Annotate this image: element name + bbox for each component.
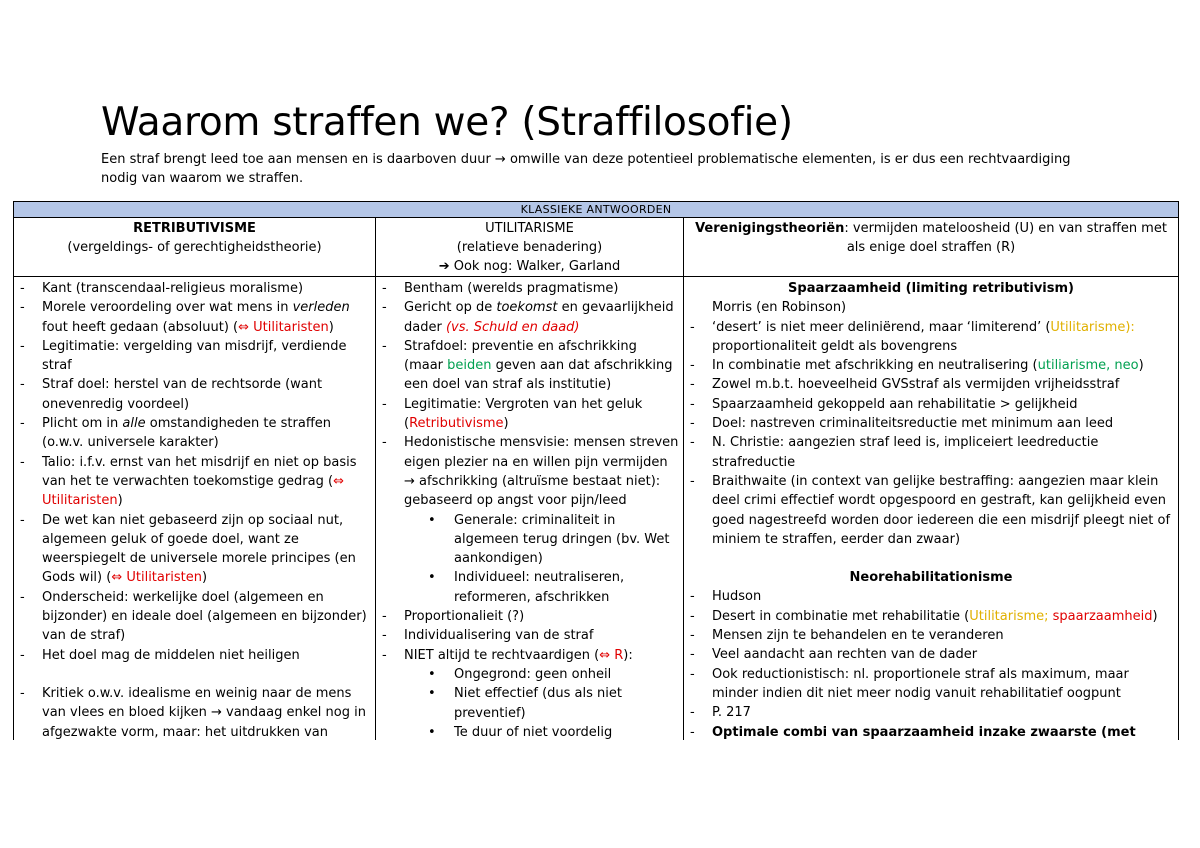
list-item: - Strafdoel: preventie en afschrikking (maar beiden geven aan dat afschrikking een doel van straf als institutie)	[382, 338, 673, 393]
list-item: - Zowel m.b.t. hoeveelheid GVSstraf als vermijden vrijheidsstraf	[690, 377, 1120, 393]
list-item: - Proportionalieit (?)	[382, 609, 525, 625]
list-item: - Optimale combi van spaarzaamheid inzake zwaarste (met	[690, 724, 1136, 740]
sub-list-item: • Ongegrond: geen onheil	[428, 666, 612, 682]
list-item: - De wet kan niet gebaseerd zijn op sociaal nut, algemeen geluk of goede doel, want ze weerspiegelt de universele morele principes (en Gods wil) (⇔ Utilitaristen)	[20, 512, 356, 586]
list-item: - Het doel mag de middelen niet heiligen	[20, 647, 300, 663]
list-item: - Kant (transcendaal-religieus moralisme)	[20, 281, 304, 296]
col3-body	[684, 277, 1179, 740]
section-heading-spaarzaamheid: Spaarzaamheid (limiting retributivism)	[788, 281, 1074, 296]
col2-body	[376, 277, 684, 740]
list-item: - Straf doel: herstel van de rechtsorde (want onevenredig voordeel)	[20, 377, 323, 412]
section-heading-neorehabilitationisme: Neorehabilitationisme	[849, 570, 1013, 586]
col2-also: ➔ Ook nog: Walker, Garland	[438, 259, 621, 274]
col1-subtitle: (vergeldings- of gerechtigheidstheorie)	[67, 240, 322, 255]
col-header-verenigingstheorien	[684, 218, 1179, 277]
list-item: - Morele veroordeling over wat mens in verleden fout heeft gedaan (absoluut) (⇔ Utilitaristen)	[20, 300, 350, 335]
intro-paragraph: Een straf brengt leed toe aan mensen en is daarboven duur → omwille van deze potentieel problematische elementen, is er dus een rechtvaardiging nodig van waarom we straffen.	[101, 152, 1071, 186]
col3-title: Verenigingstheoriën	[695, 221, 845, 236]
col2-subtitle: (relatieve benadering)	[456, 240, 603, 255]
list-item: - Hedonistische mensvisie: mensen streven eigen plezier na en willen pijn vermijden → afschrikking (altruïsme bestaat niet): gebaseerd op angst voor pijn/leed	[382, 435, 679, 509]
list-item: - Braithwaite (in context van gelijke bestraffing: aangezien maar klein deel crimi effectief wordt opgespoord en gestraft, kan gelijkheid even goed nagestreefd worden door iedereen die een misdrijf pleegt niet of miniem te straffen, eerder dan zwaar)	[690, 473, 1171, 547]
list-item: - Legitimatie: Vergroten van het geluk (Retributivisme)	[382, 396, 643, 432]
list-item: - Legitimatie: vergelding van misdrijf, verdiende straf	[20, 338, 347, 374]
list-item: - Ook reductionistisch: nl. proportionele straf als maximum, maar minder indien dit niet meer nodig vanuit rehabilitatief oogpunt	[690, 666, 1129, 701]
list-item: - Mensen zijn te behandelen en te veranderen	[690, 628, 1004, 644]
sub-list-item: • Individueel: neutraliseren, reformeren, afschrikken	[428, 570, 625, 605]
list-item: - Plicht om in alle omstandigheden te straffen (o.w.v. universele karakter)	[20, 416, 332, 451]
list-item: - Doel: nastreven criminaliteitsreductie met minimum aan leed	[690, 416, 1114, 432]
comparison-table	[13, 201, 1179, 740]
list-item: - Veel aandacht aan rechten van de dader	[690, 647, 978, 663]
list-item: - Hudson	[690, 589, 762, 605]
col2-title: UTILITARISME	[485, 221, 574, 236]
list-item: - P. 217	[690, 705, 751, 721]
list-item: - Desert in combinatie met rehabilitatie (Utilitarisme; spaarzaamheid)	[690, 608, 1158, 624]
list-item: - ‘desert’ is niet meer deliniërend, maar ‘limiterend’ (Utilitarisme): proportionaliteit geldt als bovengrens	[690, 319, 1135, 354]
list-item: - NIET altijd te rechtvaardigen (⇔ R):	[382, 647, 633, 663]
table-header: KLASSIEKE ANTWOORDEN	[14, 202, 1179, 218]
col1-body	[14, 277, 376, 740]
sub-list-item: • Generale: criminaliteit in algemeen terug dringen (bv. Wet aankondigen)	[428, 512, 670, 567]
list-item: Morris (en Robinson)	[712, 300, 847, 316]
col1-title: RETRIBUTIVISME	[133, 221, 256, 236]
list-item: - Individualisering van de straf	[382, 628, 594, 644]
sub-list-item: • Te duur of niet voordelig	[428, 724, 613, 740]
list-item: - Kritiek o.w.v. idealisme en weinig naar de mens van vlees en bloed kijken → vandaag enkel nog in afgezwakte vorm, maar: het uitdrukken van	[20, 685, 366, 740]
list-item: - N. Christie: aangezien straf leed is, impliceiert leedreductie strafreductie	[690, 435, 1099, 470]
col3-subtitle: : vermijden mateloosheid (U) en van straffen met als enige doel straffen (R)	[844, 221, 1167, 255]
col-header-retributivisme	[14, 218, 376, 277]
col-header-utilitarisme	[376, 218, 684, 277]
list-item: - Talio: i.f.v. ernst van het misdrijf en niet op basis van het te verwachten toekomstige gedrag (⇔ Utilitaristen)	[20, 454, 357, 509]
list-item: - Bentham (werelds pragmatisme)	[382, 281, 619, 296]
list-item: - Gericht op de toekomst en gevaarlijkheid dader (vs. Schuld en daad)	[382, 300, 674, 335]
list-item: - In combinatie met afschrikking en neutralisering (utiliarisme, neo)	[690, 358, 1144, 374]
list-item: - Spaarzaamheid gekoppeld aan rehabilitatie > gelijkheid	[690, 396, 1078, 412]
page-title: Waarom straffen we? (Straffilosofie)	[101, 100, 793, 145]
list-item: - Onderscheid: werkelijke doel (algemeen en bijzonder) en ideale doel (algemeen en bijzonder) van de straf)	[20, 589, 367, 644]
sub-list-item: • Niet effectief (dus als niet preventief)	[428, 686, 622, 721]
